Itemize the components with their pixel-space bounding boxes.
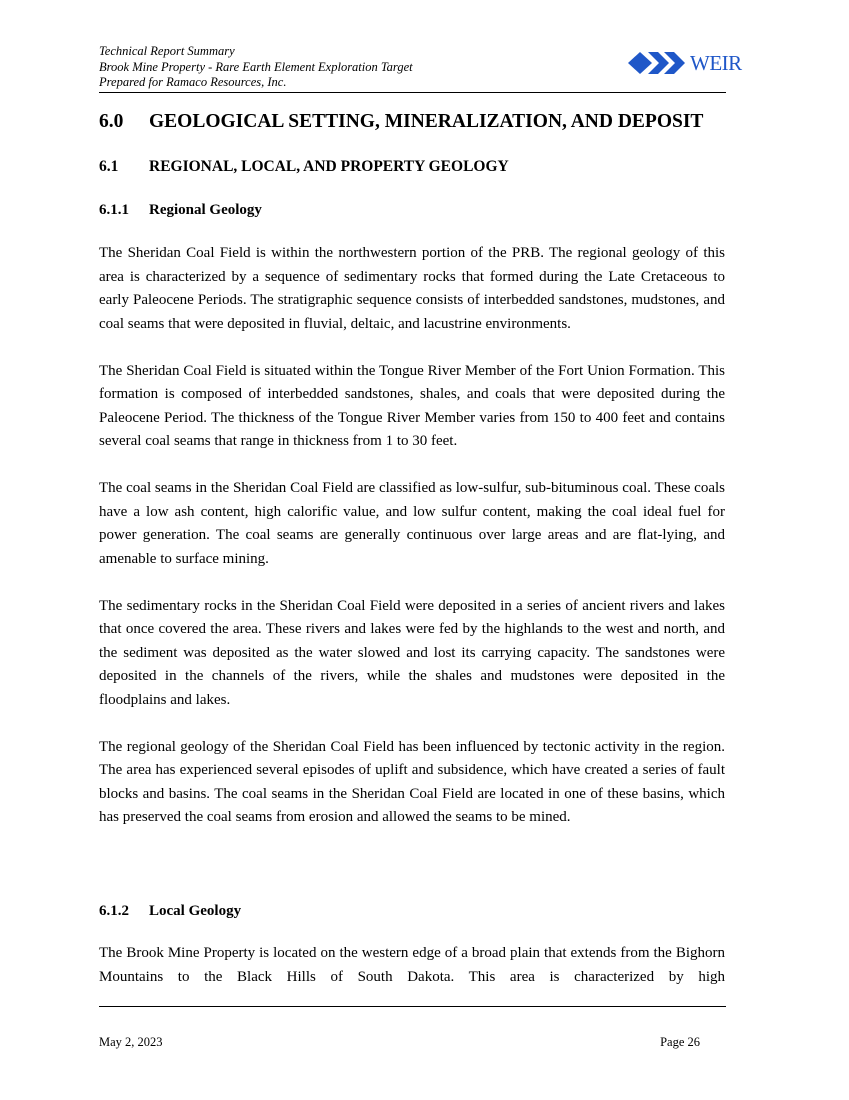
- local-geology-body: [99, 942, 725, 1013]
- footer-rule: [99, 1006, 726, 1007]
- footer-date: May 2, 2023: [99, 1035, 163, 1049]
- paragraph: The coal seams in the Sheridan Coal Field are classified as low-sulfur, sub-bituminous coal. These coals have a low ash content, high calorific value, and low sulfur content, making the coal ideal fuel for power generation. The coal seams are generally continuous over large areas and are flat-lying, and amenable to surface mining.: [99, 480, 725, 567]
- logo-text: WEIR: [690, 50, 742, 75]
- paragraph: The Sheridan Coal Field is within the northwestern portion of the PRB. The regional geology of this area is characterized by a sequence of sedimentary rocks that formed during the Late Cretaceous to early Paleocene Periods. The stratigraphic sequence consists of interbedded sandstones, mudstones, and coal seams that were deposited in fluvial, deltaic, and lacustrine environments.: [99, 245, 725, 332]
- section-heading-6-1-2: [99, 903, 241, 920]
- section-heading-6-1: [99, 158, 509, 176]
- header-line: Brook Mine Property - Rare Earth Element Exploration Target: [99, 59, 413, 74]
- weir-logo: [628, 50, 742, 76]
- paragraph: The Sheridan Coal Field is situated within the Tongue River Member of the Fort Union Formation. This formation is composed of interbedded sandstones, shales, and coals that were deposited during the Paleocene Period. The thickness of the Tongue River Member varies from 150 to 400 feet and contains several coal seams that range in thickness from 1 to 30 feet.: [99, 362, 725, 449]
- section-number: 6.1.1: [99, 202, 129, 218]
- section-title: REGIONAL, LOCAL, AND PROPERTY GEOLOGY: [149, 158, 509, 175]
- section-number: 6.0: [99, 111, 124, 132]
- running-header: [99, 44, 413, 91]
- diamond-chevrons-icon: [628, 50, 688, 76]
- section-title: GEOLOGICAL SETTING, MINERALIZATION, AND DEPOSIT: [149, 111, 704, 132]
- section-title: Local Geology: [149, 903, 242, 919]
- header-line: Prepared for Ramaco Resources, Inc.: [99, 75, 287, 89]
- paragraph: The Brook Mine Property is located on the western edge of a broad plain that extends from the Bighorn Mountains to the Black Hills of South Dakota. This area is characterized by high: [99, 945, 725, 985]
- header-rule: [99, 92, 726, 93]
- paragraph: The sedimentary rocks in the Sheridan Coal Field were deposited in a series of ancient rivers and lakes that once covered the area. These rivers and lakes were fed by the highlands to the west and north, and the sediment was deposited as the water slowed and lost its carrying capacity. The sandstones were deposited in the channels of the rivers, while the shales and mudstones were deposited in the floodplains and lakes.: [99, 597, 725, 708]
- regional-geology-body: [99, 242, 725, 853]
- section-number: 6.1.2: [99, 903, 129, 919]
- section-heading-6-0: [99, 111, 703, 133]
- section-heading-6-1-1: [99, 202, 262, 219]
- footer-page-number: Page 26: [660, 1035, 700, 1049]
- section-number: 6.1: [99, 158, 119, 175]
- paragraph: The regional geology of the Sheridan Coal Field has been influenced by tectonic activity in the region. The area has experienced several episodes of uplift and subsidence, which have created a series of fault blocks and basins. The coal seams in the Sheridan Coal Field are located in one of these basins, which has preserved the coal seams from erosion and allowed the seams to be mined.: [99, 738, 725, 825]
- section-title: Regional Geology: [149, 202, 262, 218]
- header-line: Technical Report Summary: [99, 44, 235, 58]
